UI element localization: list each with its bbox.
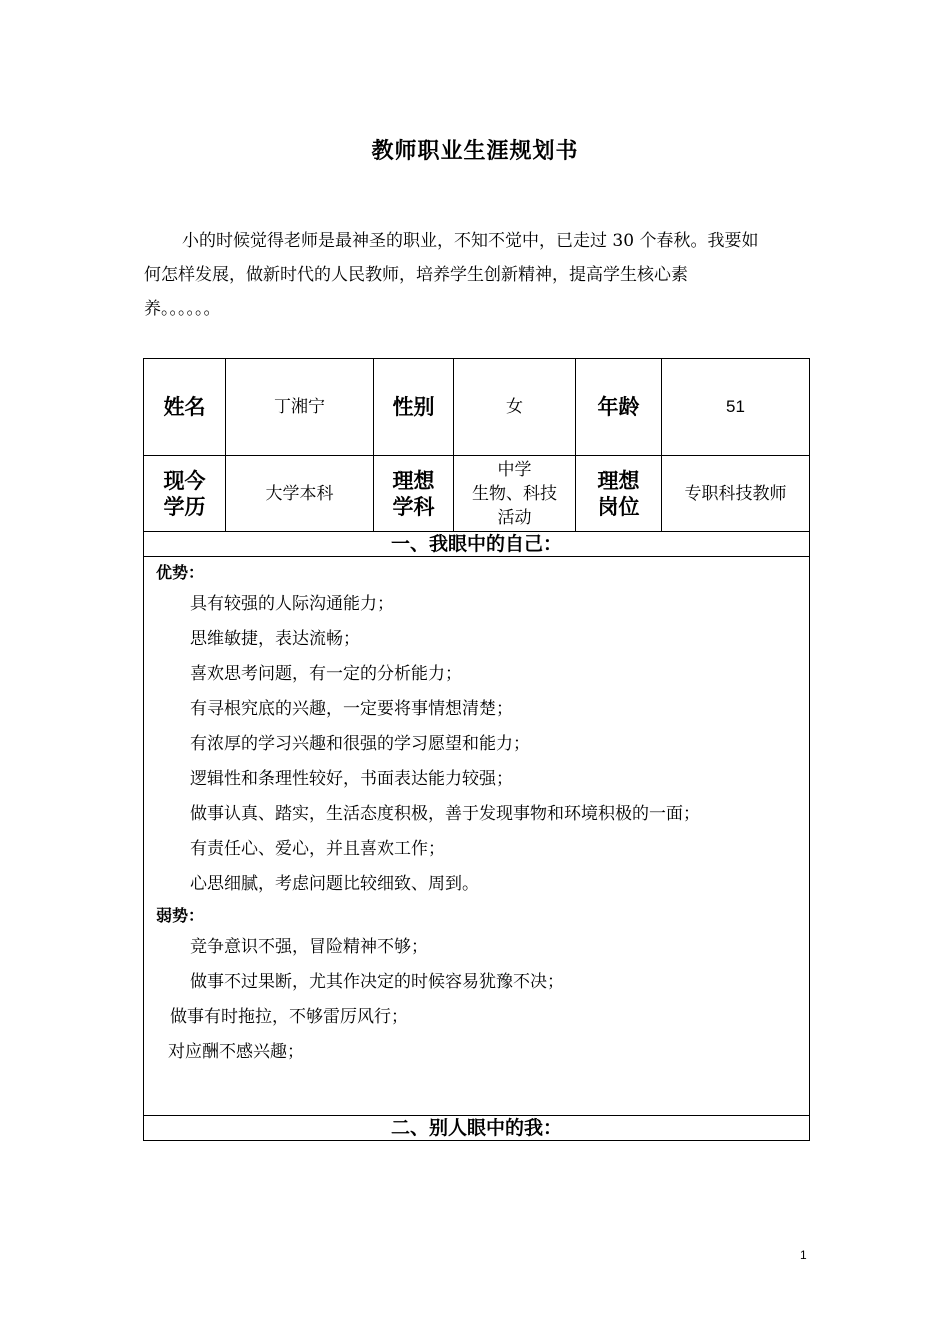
education-label-line: 现今	[163, 468, 206, 493]
ideal-position-label-line: 理想	[597, 468, 640, 493]
strength-item: 有寻根究底的兴趣，一定要将事情想清楚；	[190, 699, 513, 719]
table-row	[144, 557, 810, 1116]
intro-line: 何怎样发展，做新时代的人民教师，培养学生创新精神，提高学生核心素	[144, 265, 688, 285]
strength-item: 思维敏捷，表达流畅；	[190, 629, 360, 649]
section-heading: 一、我眼中的自己：	[144, 532, 810, 557]
ideal-position-value: 专职科技教师	[662, 456, 810, 532]
strengths-label: 优势：	[156, 563, 205, 582]
strength-item: 具有较强的人际沟通能力；	[190, 594, 394, 614]
career-plan-table	[143, 358, 810, 1141]
ideal-subject-value	[454, 456, 576, 532]
ideal-subject-value-line: 生物、科技	[472, 483, 557, 504]
ideal-subject-label	[374, 456, 454, 532]
strength-item: 做事认真、踏实，生活态度积极，善于发现事物和环境积极的一面；	[190, 804, 700, 824]
table-row	[144, 1116, 810, 1141]
ideal-position-label	[576, 456, 662, 532]
table-row	[144, 532, 810, 557]
strength-item: 喜欢思考问题，有一定的分析能力；	[190, 664, 462, 684]
ideal-subject-value-line: 中学	[497, 459, 532, 480]
name-value: 丁湘宁	[226, 359, 374, 456]
intro-line: 小的时候觉得老师是最神圣的职业，不知不觉中，已走过 30 个春秋。我要如	[182, 231, 759, 251]
strength-item: 心思细腻，考虑问题比较细致、周到。	[190, 874, 479, 894]
table-row	[144, 359, 810, 456]
intro-line: 养。。。。。。	[144, 299, 221, 319]
section-heading: 二、别人眼中的我：	[144, 1116, 810, 1141]
intro-paragraph	[144, 224, 814, 326]
name-label: 姓名	[144, 359, 226, 456]
ideal-subject-label-line: 学科	[392, 494, 435, 519]
weakness-item: 对应酬不感兴趣；	[168, 1042, 304, 1062]
strength-item: 有浓厚的学习兴趣和很强的学习愿望和能力；	[190, 734, 530, 754]
ideal-subject-value-line: 活动	[497, 507, 532, 528]
page-number: 1	[800, 1248, 807, 1262]
table-row	[144, 456, 810, 532]
age-label: 年龄	[576, 359, 662, 456]
education-label	[144, 456, 226, 532]
gender-label: 性别	[374, 359, 454, 456]
ideal-subject-label-line: 理想	[392, 468, 435, 493]
weakness-item: 做事不过果断，尤其作决定的时候容易犹豫不决；	[190, 972, 564, 992]
gender-value: 女	[454, 359, 576, 456]
weaknesses-label: 弱势：	[156, 906, 205, 925]
document-title: 教师职业生涯规划书	[371, 139, 579, 164]
weakness-item: 竞争意识不强，冒险精神不够；	[190, 937, 428, 957]
self-assessment-cell	[144, 557, 810, 1116]
ideal-position-label-line: 岗位	[597, 494, 640, 519]
education-label-line: 学历	[163, 494, 206, 519]
age-value: 51	[662, 359, 810, 456]
strength-item: 逻辑性和条理性较好，书面表达能力较强；	[190, 769, 513, 789]
weakness-item: 做事有时拖拉，不够雷厉风行；	[170, 1007, 408, 1027]
strength-item: 有责任心、爱心，并且喜欢工作；	[190, 839, 445, 859]
education-value: 大学本科	[226, 456, 374, 532]
